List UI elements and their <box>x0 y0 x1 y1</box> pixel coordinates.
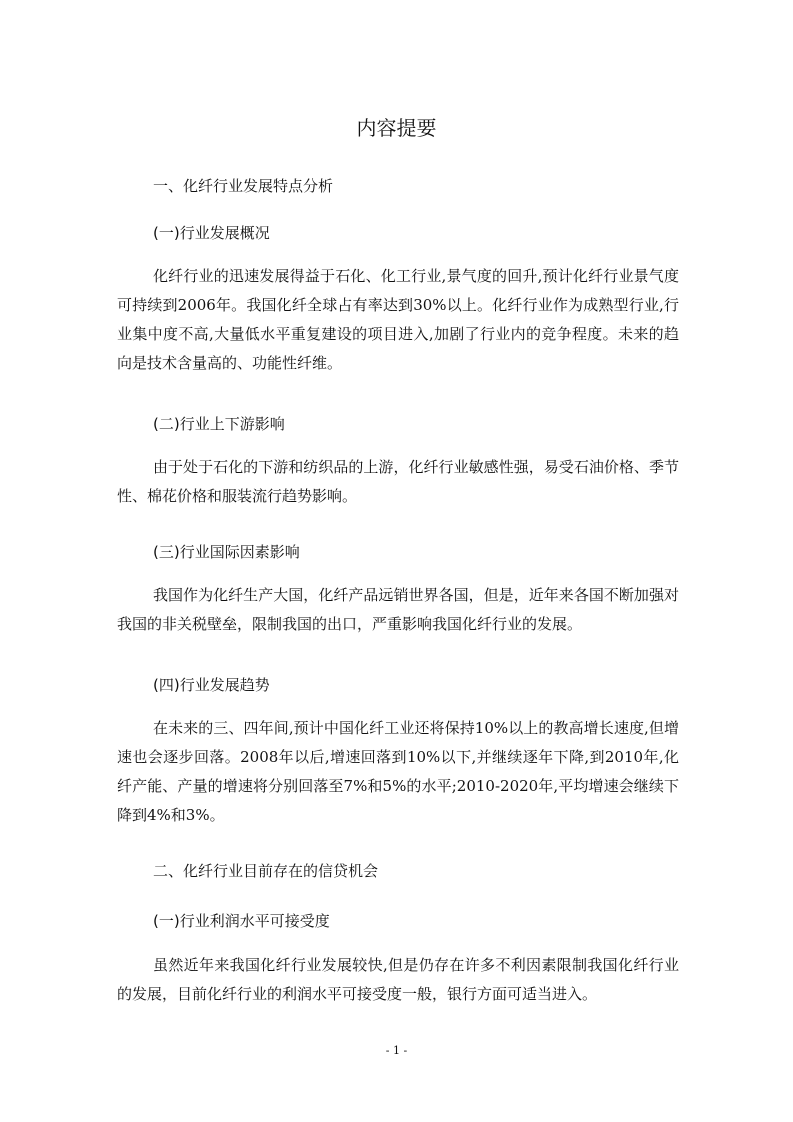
page-number: - 1 - <box>385 1044 408 1057</box>
subsection-heading: (四)行业发展趋势 <box>153 676 270 694</box>
page-title: 内容提要 <box>356 116 437 140</box>
subsection-heading: (三)行业国际因素影响 <box>153 543 300 561</box>
paragraph: 我国作为化纤生产大国，化纤产品远销世界各国，但是，近年来各国不断加强对我国的非关税壁垒，限制我国的出口，严重影响我国化纤行业的发展。 <box>117 586 679 633</box>
subsection-heading: (二)行业上下游影响 <box>153 415 285 433</box>
paragraph: 虽然近年来我国化纤行业发展较快,但是仍存在许多不利因素限制我国化纤行业的发展，目前化纤行业的利润水平可接受度一般，银行方面可适当进入。 <box>117 956 679 1003</box>
paragraph: 由于处于石化的下游和纺织品的上游，化纤行业敏感性强，易受石油价格、季节性、棉花价格和服装流行趋势影响。 <box>117 458 679 505</box>
subsection-heading: (一)行业发展概况 <box>153 224 270 242</box>
section-heading: 一、化纤行业发展特点分析 <box>153 177 334 195</box>
paragraph: 在未来的三、四年间,预计中国化纤工业还将保持10%以上的教高增长速度,但增速也会逐步回落。2008年以后,增速回落到10%以下,并继续逐年下降,到2010年,化纤产能、产量的增速将分别回落至7%和5%的水平;2010-2020年,平均增速会继续下降到4%和3%。 <box>117 719 679 824</box>
paragraph: 化纤行业的迅速发展得益于石化、化工行业,景气度的回升,预计化纤行业景气度可持续到2006年。我国化纤全球占有率达到30%以上。化纤行业作为成熟型行业,行业集中度不高,大量低水平重复建设的项目进入,加剧了行业内的竞争程度。未来的趋向是技术含量高的、功能性纤维。 <box>117 267 679 372</box>
subsection-heading: (一)行业利润水平可接受度 <box>153 912 330 930</box>
section-heading: 二、化纤行业目前存在的信贷机会 <box>153 862 379 880</box>
